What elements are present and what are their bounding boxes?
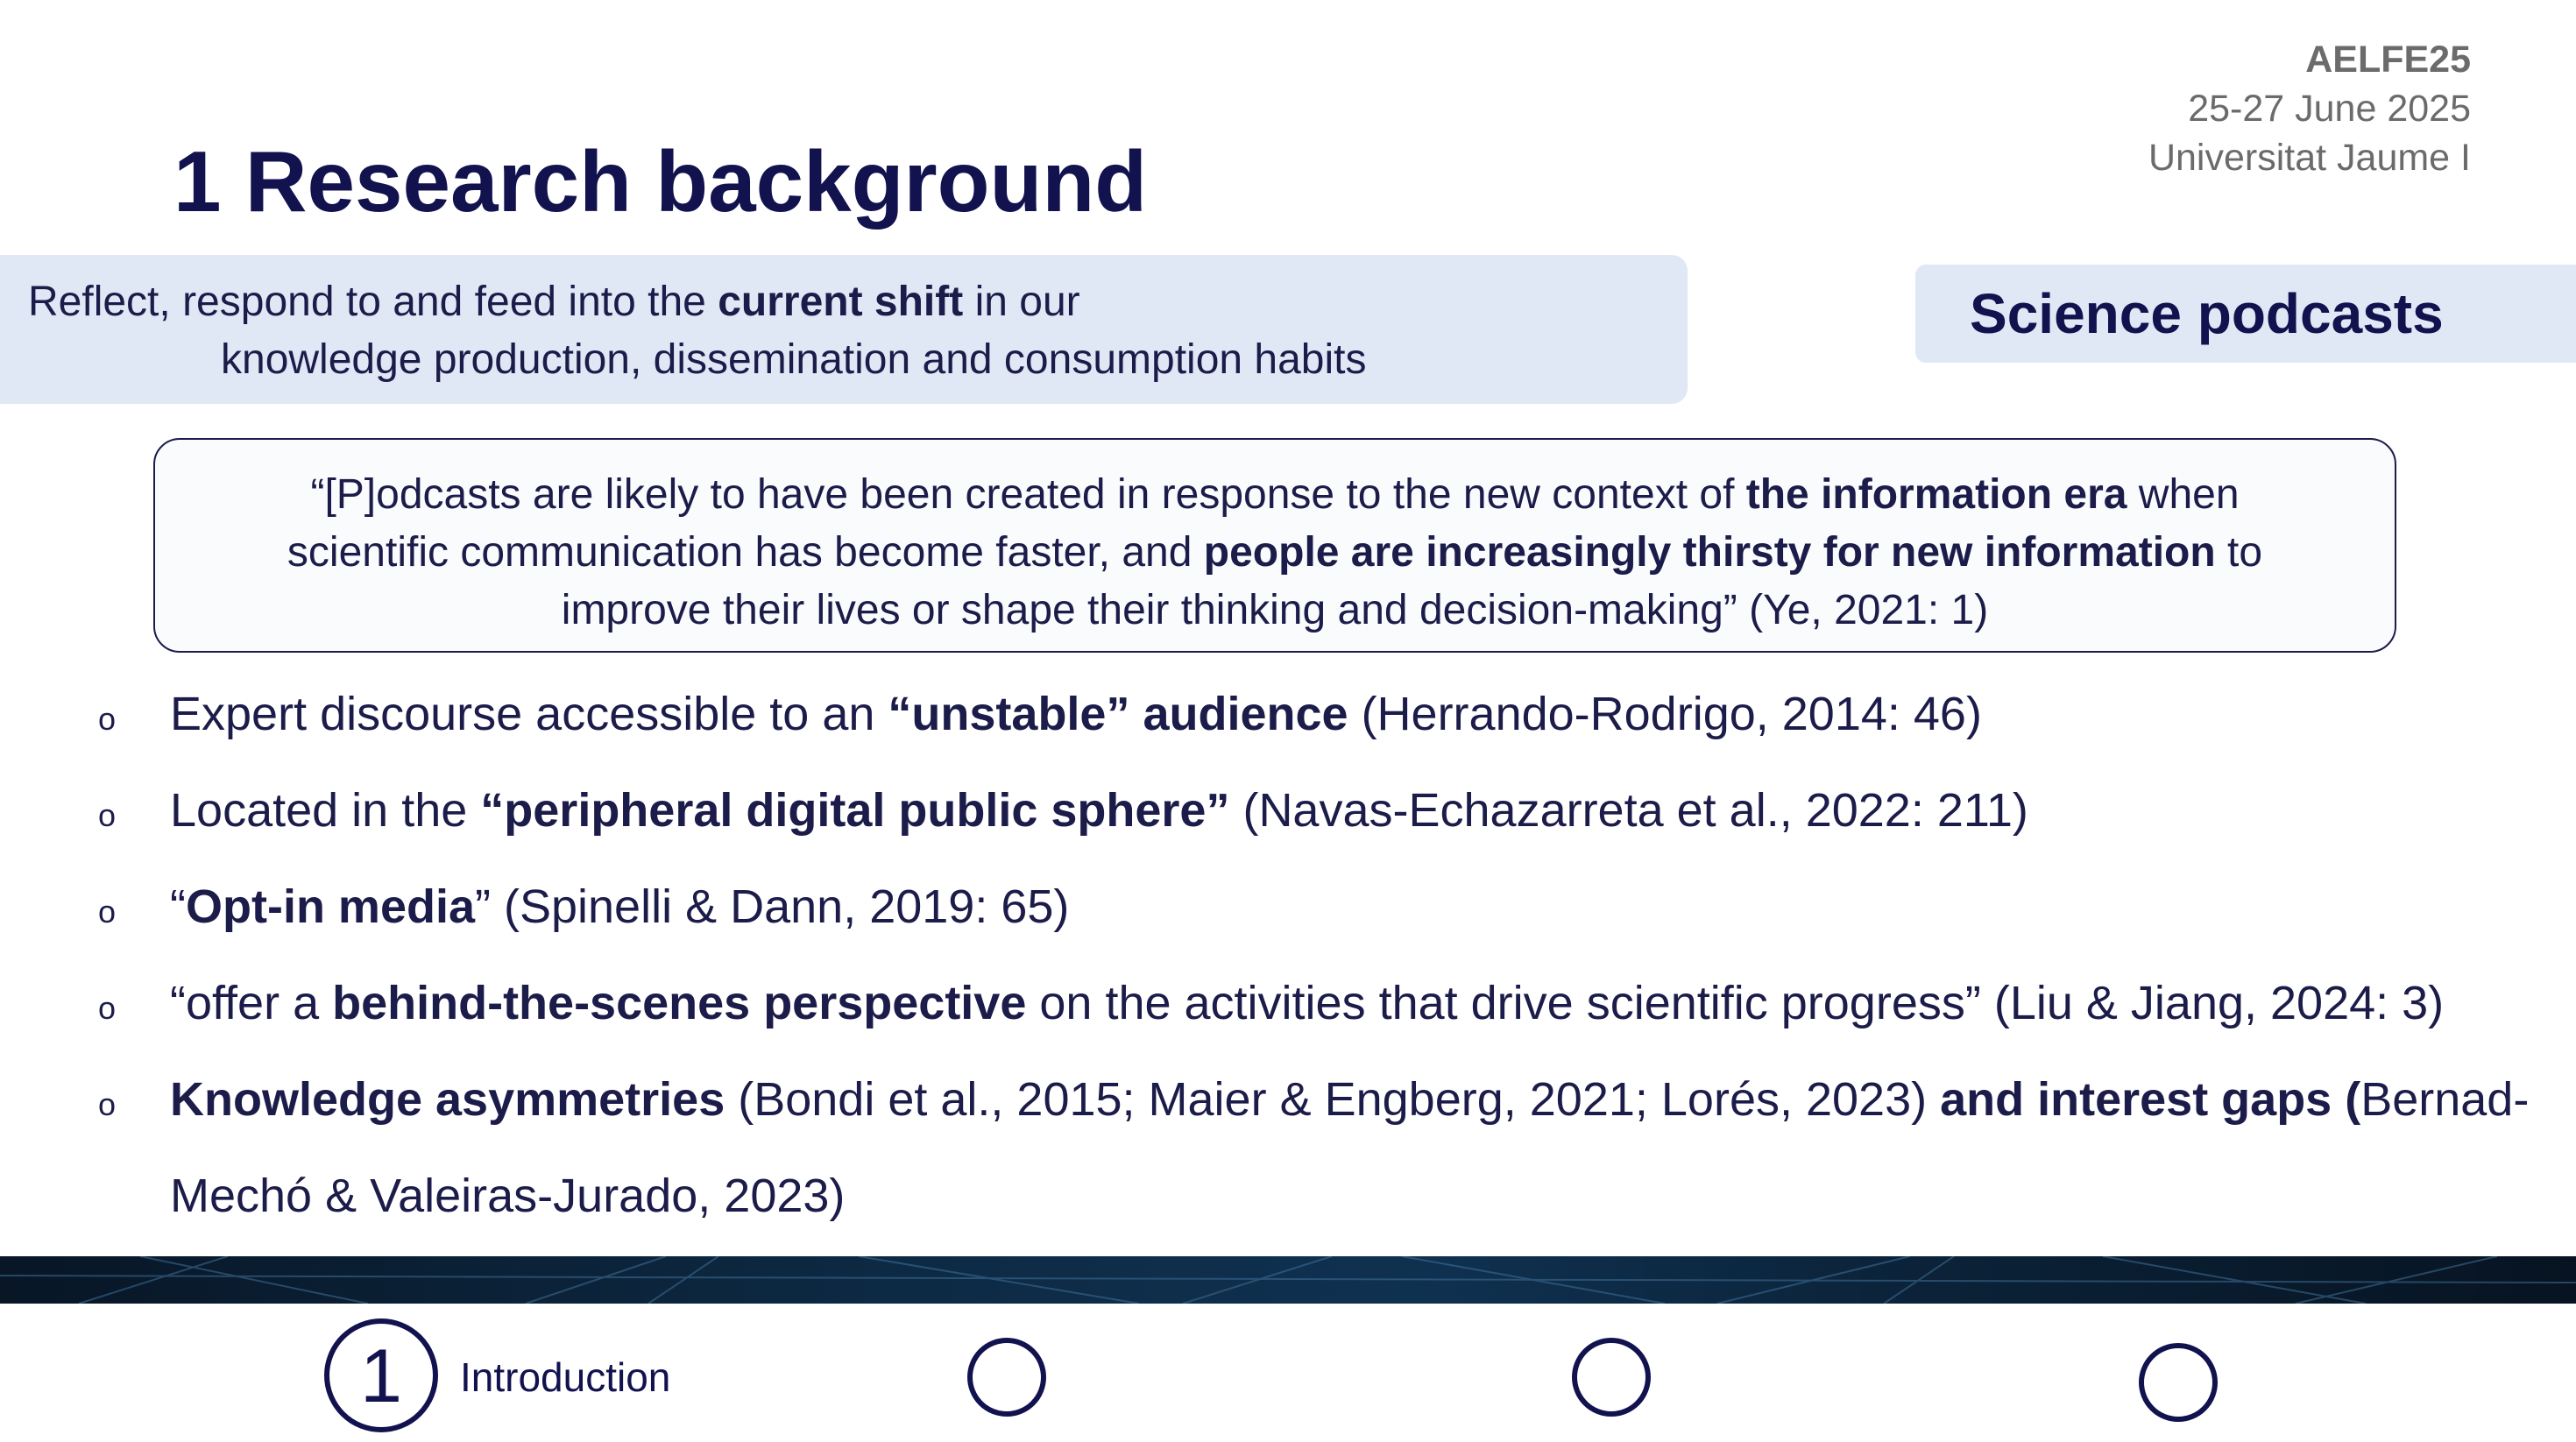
section-number: 1: [360, 1334, 402, 1418]
aim-banner-line-2: [221, 332, 1367, 388]
quote-line-2: [155, 524, 2395, 582]
list-item: [170, 666, 1982, 762]
quote-text: [155, 466, 2395, 640]
list-item-emphasis: “peripheral digital public sphere”: [480, 784, 1230, 837]
list-item: [170, 1051, 2529, 1148]
list-item-citation: on the activities that drive scientific progress” (Liu & Jiang, 2024: 3): [1026, 977, 2445, 1029]
list-item-citation: ” (Spinelli & Dann, 2019: 65): [475, 880, 1070, 933]
aim-text: and: [910, 336, 1004, 383]
topic-tag: [1915, 265, 2576, 363]
quote-emphasis: people are increasingly thirsty for new information: [1203, 529, 2216, 576]
aim-text: Reflect, respond to: [28, 279, 381, 325]
aim-text: and: [380, 279, 475, 325]
list-item: [170, 955, 2444, 1051]
bullet-marker: o: [98, 894, 117, 930]
bullet-marker: o: [98, 1086, 117, 1122]
section-nav-3[interactable]: [1572, 1338, 1651, 1417]
quote-fragment: “[P]odcasts are likely to have been created in response to the new context of: [310, 471, 1746, 518]
list-item-citation: (Bondi et al., 2015; Maier & Engberg, 2021; Lorés, 2023): [725, 1073, 1941, 1126]
decorative-network-band: [0, 1256, 2576, 1304]
list-item-emphasis: Opt-in media: [185, 880, 475, 933]
list-item-emphasis: behind-the-scenes perspective: [332, 977, 1027, 1029]
list-item-citation: (Herrando-Rodrigo, 2014: 46): [1348, 688, 1982, 740]
section-nav-4[interactable]: [2139, 1343, 2218, 1422]
aim-banner-line-1: [28, 274, 1080, 330]
aim-text: into the: [556, 279, 718, 325]
aim-text: knowledge production, dissemination: [221, 336, 911, 383]
list-item-text: “: [170, 880, 186, 933]
aim-text: consumption habits: [1003, 336, 1367, 383]
list-item-continuation: Mechó & Valeiras-Jurado, 2023): [170, 1170, 846, 1222]
quote-line-3: improve their lives or shape their thinking and decision-making” (Ye, 2021: 1): [561, 587, 1989, 633]
quote-emphasis: the information era: [1745, 471, 2127, 518]
list-item: [170, 762, 2028, 859]
list-item-text: Expert discourse accessible to an: [170, 688, 888, 740]
quote-fragment: when: [2127, 471, 2240, 518]
list-item-emphasis: “unstable” audience: [888, 688, 1348, 740]
list-item-text: “offer a: [170, 977, 333, 1029]
slide-title: 1 Research background: [173, 133, 1148, 230]
quote-fragment: to: [2215, 529, 2263, 576]
quote-box: [153, 438, 2396, 653]
list-item: [170, 859, 1069, 955]
aim-banner: [0, 255, 1688, 404]
section-nav-1-label[interactable]: Introduction: [460, 1354, 671, 1400]
bullet-marker: o: [98, 797, 117, 833]
bullet-marker: o: [98, 990, 117, 1026]
bullet-marker: o: [98, 701, 117, 737]
list-item-text: Located in the: [170, 784, 481, 837]
list-item-citation: (Navas-Echazarreta et al., 2022: 211): [1229, 784, 2028, 837]
list-item-citation: Bernad-: [2360, 1073, 2530, 1126]
aim-text: in our: [963, 279, 1080, 325]
list-item-emphasis: Knowledge asymmetries: [170, 1073, 725, 1126]
aim-text: feed: [474, 279, 557, 325]
conference-name: AELFE25: [2305, 39, 2471, 81]
conference-info: [2148, 35, 2471, 182]
aim-emphasis: current shift: [718, 279, 964, 325]
topic-tag-label: Science podcasts: [1970, 282, 2444, 345]
section-nav-1[interactable]: [324, 1318, 438, 1432]
conference-venue: Universitat Jaume I: [2148, 137, 2471, 179]
list-item-emphasis: and interest gaps (: [1940, 1073, 2361, 1126]
network-lines-graphic: [0, 1256, 2576, 1304]
quote-line-1: [155, 466, 2395, 524]
section-nav-2[interactable]: [967, 1338, 1046, 1417]
conference-dates: 25-27 June 2025: [2188, 88, 2471, 130]
quote-fragment: scientific communication has become faster, and: [287, 529, 1204, 576]
